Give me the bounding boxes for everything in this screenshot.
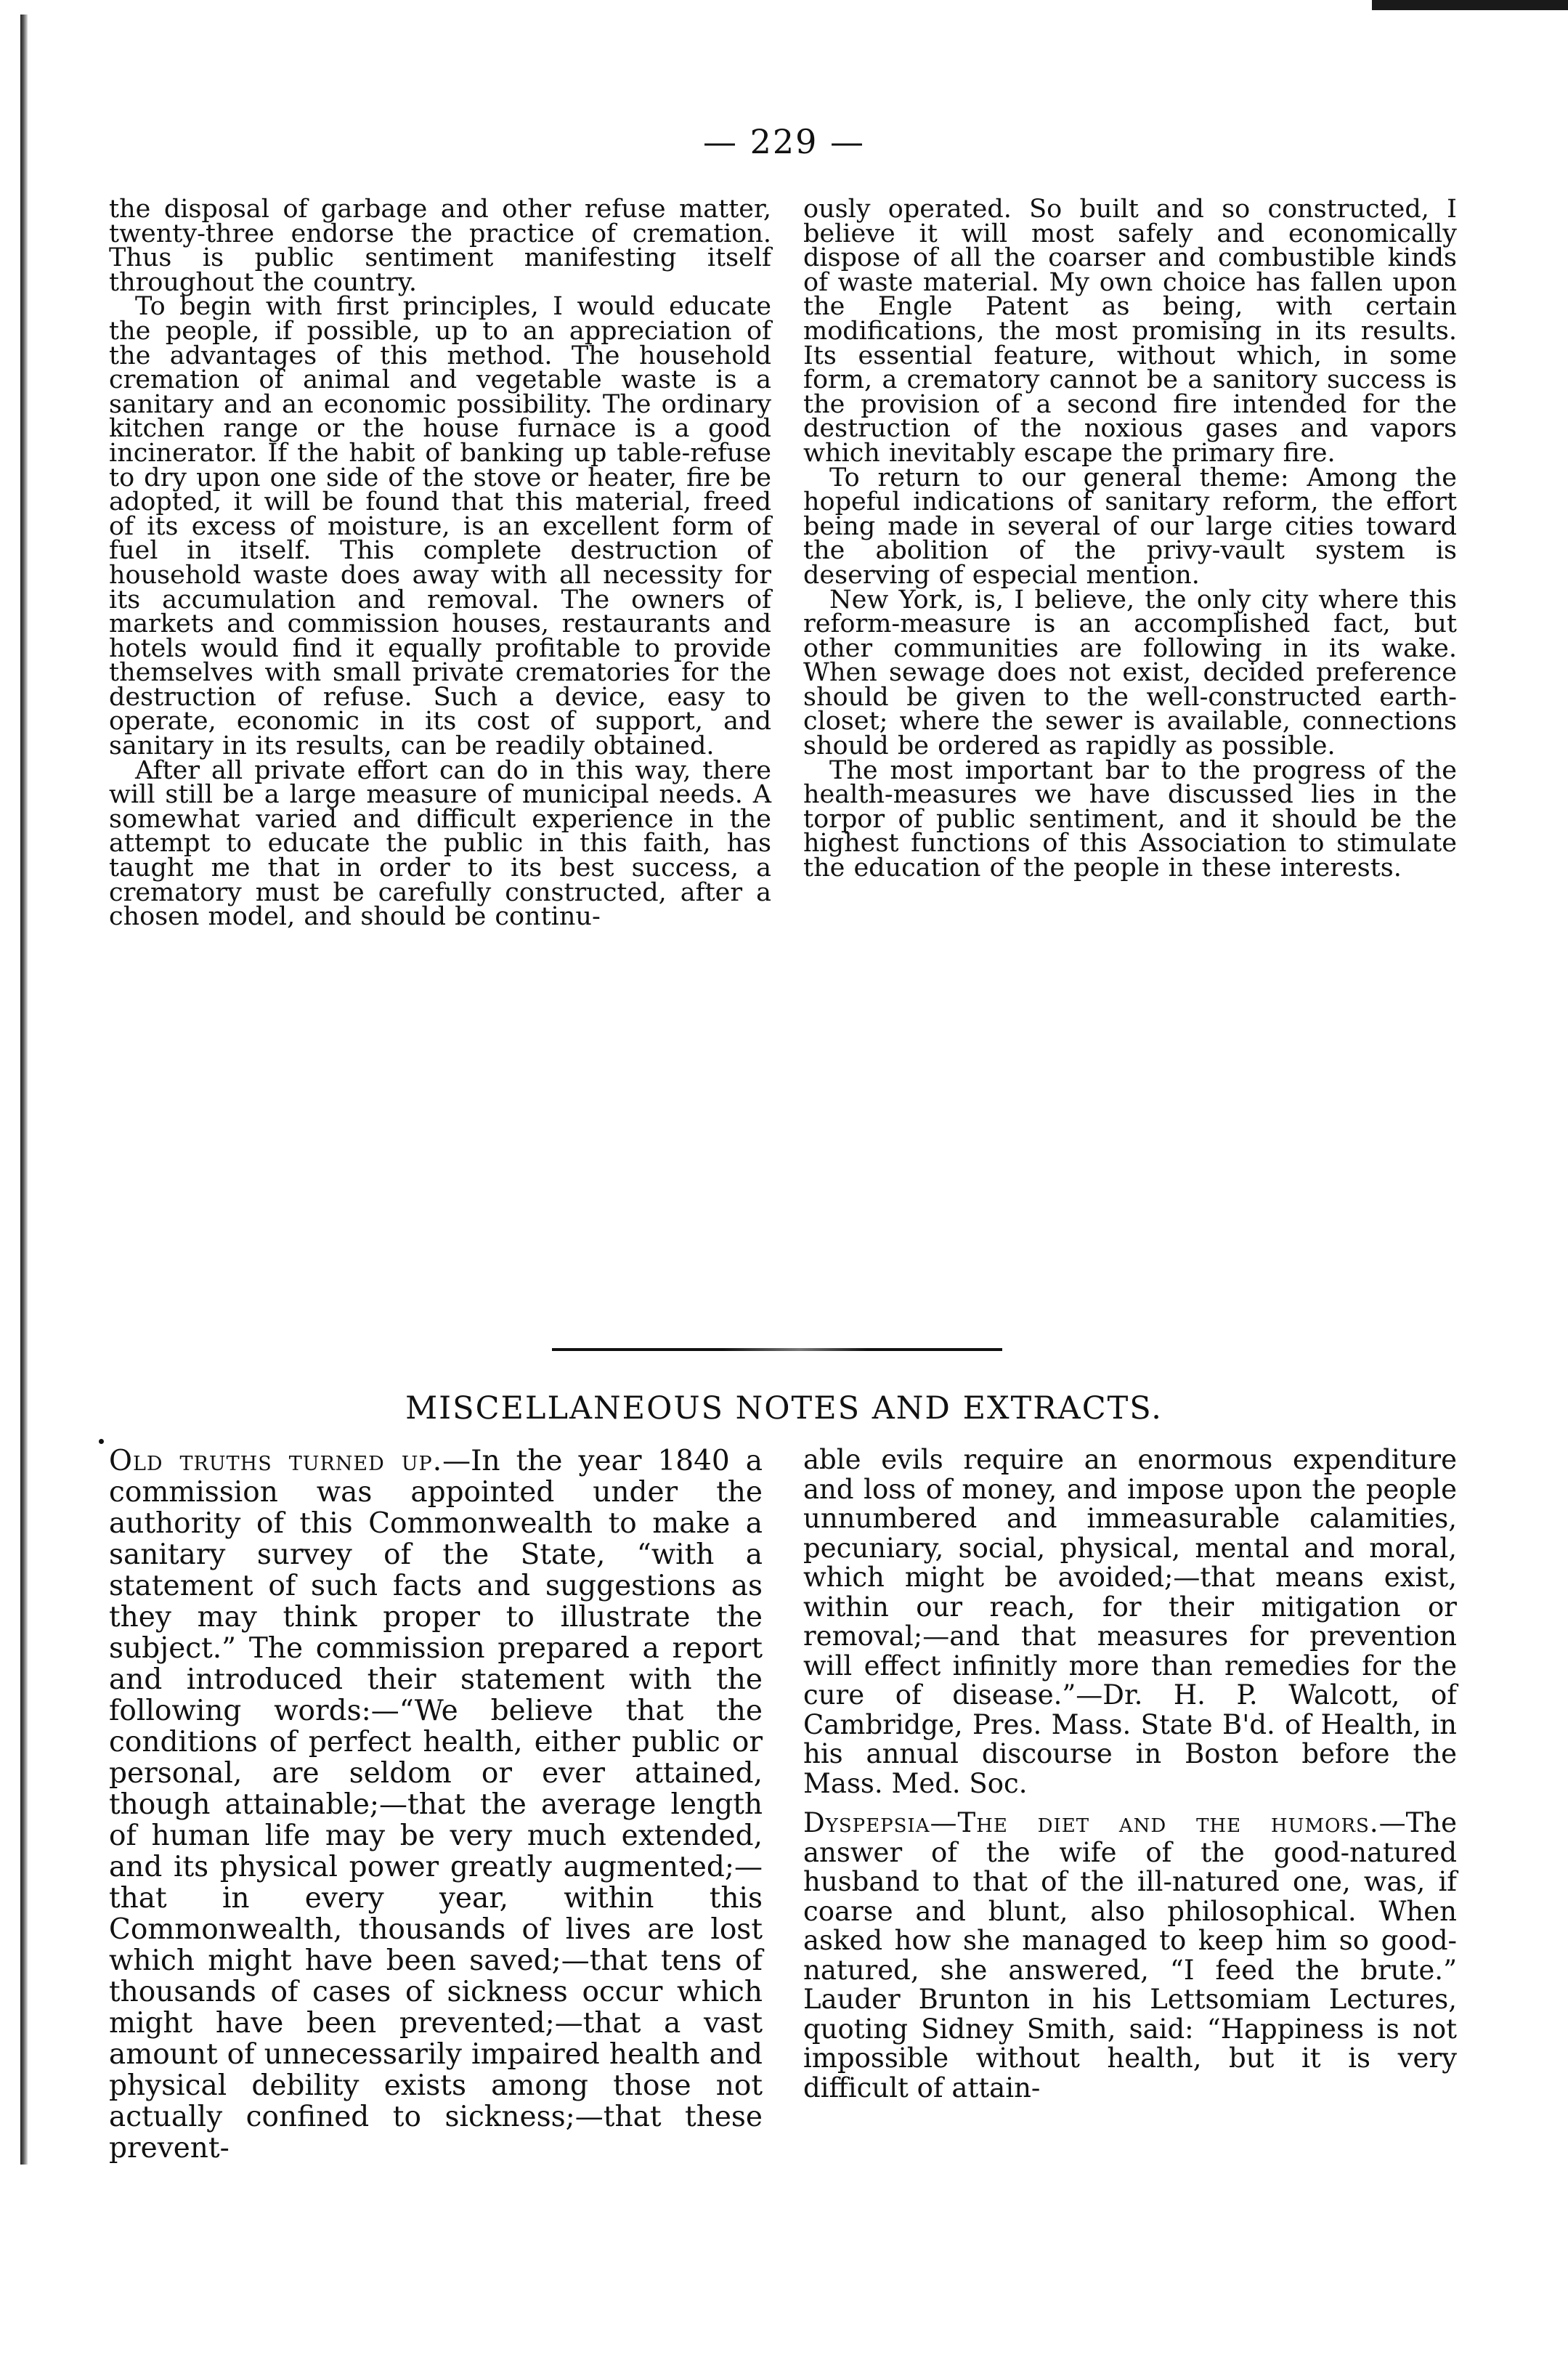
notes-column-left	[109, 1445, 763, 2164]
section-title: MISCELLANEOUS NOTES AND EXTRACTS.	[405, 1390, 1163, 1427]
scan-top-edge-mark	[1372, 0, 1568, 10]
scan-binding-edge	[20, 15, 28, 2165]
paragraph: To begin with first principles, I would educate the people, if possible, up to an appreciation of the advantages of this method. The household cremation of animal and vegetable waste is a sanitary and an economic possibility. The ordinary kitchen range or the house furnace is a good incinerator. If the habit of banking up table-refuse to dry upon one side of the stove or heater, fire be adopted, it will be found that this material, freed of its excess of moisture, is an excellent form of fuel in itself. This complete destruction of household waste does away with all necessity for its accumulation and removal. The owners of markets and commission houses, restaurants and hotels would find it equally profitable to provide themselves with small private crematories for the destruction of refuse. Such a device, easy to operate, economic in its cost of support, and sanitary in its results, can be readily obtained.	[109, 292, 771, 761]
paragraph: To return to our general theme: Among the hopeful indications of sanitary reform, the effort being made in several of our large cities toward the abolition of the privy-vault system is deserving of especial mention.	[803, 463, 1457, 590]
note-paragraph: able evils require an enormous expenditure and loss of money, and impose upon the people unnumbered and immeasurable calamities, pecuniary, social, physical, mental and moral, which might be avoided;—that means exist, within our reach, for their mitigation or removal;—and that measures for prevention will effect infinitly more than remedies for the cure of disease.”—Dr. H. P. Walcott, of Cambridge, Pres. Mass. State B'd. of Health, in his annual discourse in Boston before the Mass. Med. Soc.	[803, 1444, 1457, 1799]
note-heading: Old truths turned up.	[109, 1445, 443, 1477]
paragraph: New York, is, I believe, the only city where this reform-measure is an accomplished fact, but other communities are following in its wake. When sewage does not exist, decided preference should be given to the well-constructed earth-closet; where the sewer is available, connections should be ordered as rapidly as possible.	[803, 585, 1457, 761]
paragraph: The most important bar to the progress of the health-measures we have discussed lies in the torpor of public sentiment, and it should be the highest functions of this Association to stimulate the education of the people in these interests.	[803, 755, 1457, 883]
note-paragraph	[109, 1445, 763, 2164]
paragraph: ously operated. So built and so constructed, I believe it will most safely and economically dispose of all the coarser and combustible kinds of waste material. My own choice has fallen upon the Engle Patent as being, with certain modifications, the most promising in its results. Its essential feature, without which, in some form, a crematory cannot be a sanitory success is the provision of a second fire intended for the destruction of the noxious gases and vapors which inevitably escape the primary fire.	[803, 195, 1457, 468]
article-column-left	[109, 195, 771, 932]
paragraph: After all private effort can do in this way, there will still be a large measure of municipal needs. A somewhat varied and difficult experience in the attempt to educate the public in this faith, has taught me that in order to its best success, a crematory must be carefully constructed, after a chosen model, and should be continu-	[109, 755, 771, 932]
notes-column-right	[803, 1445, 1457, 2103]
page-number: — 229 —	[702, 122, 866, 161]
note-body: —The answer of the wife of the good-natured husband to that of the ill-natured one, was, if coarse and blunt, also philosophical. When asked how she managed to keep him so good-natured, she answered, “I feed the brute.” Lauder Brunton in his Lettsomiam Lectures, quoting Sidney Smith, said: “Happiness is not impossible without health, but it is very difficult of attain-	[803, 1807, 1457, 2104]
note-paragraph	[803, 1809, 1457, 2103]
section-divider	[552, 1348, 1002, 1351]
note-heading: Dyspepsia—The diet and the humors.	[803, 1807, 1379, 1838]
paragraph: the disposal of garbage and other refuse matter, twenty-three endorse the practice of cremation. Thus is public sentiment manifesting itself throughout the country.	[109, 195, 771, 297]
article-column-right	[803, 195, 1457, 883]
note-body: —In the year 1840 a commission was appointed under the authority of this Commonwealth to make a sanitary survey of the State, “with a statement of such facts and suggestions as they may think proper to illustrate the subject.” The commission prepared a report and introduced their statement with the following words:—“We believe that the conditions of perfect health, either public or personal, are seldom or ever attained, though attainable;—that the average length of human life may be very much extended, and its physical power greatly augmented;—that in every year, within this Commonwealth, thousands of lives are lost which might have been saved;—that tens of thousands of cases of sickness occur which might have been prevented;—that a vast amount of unnecessarily impaired health and physical debility exists among those not actually confined to sickness;—that these prevent-	[109, 1445, 763, 2165]
